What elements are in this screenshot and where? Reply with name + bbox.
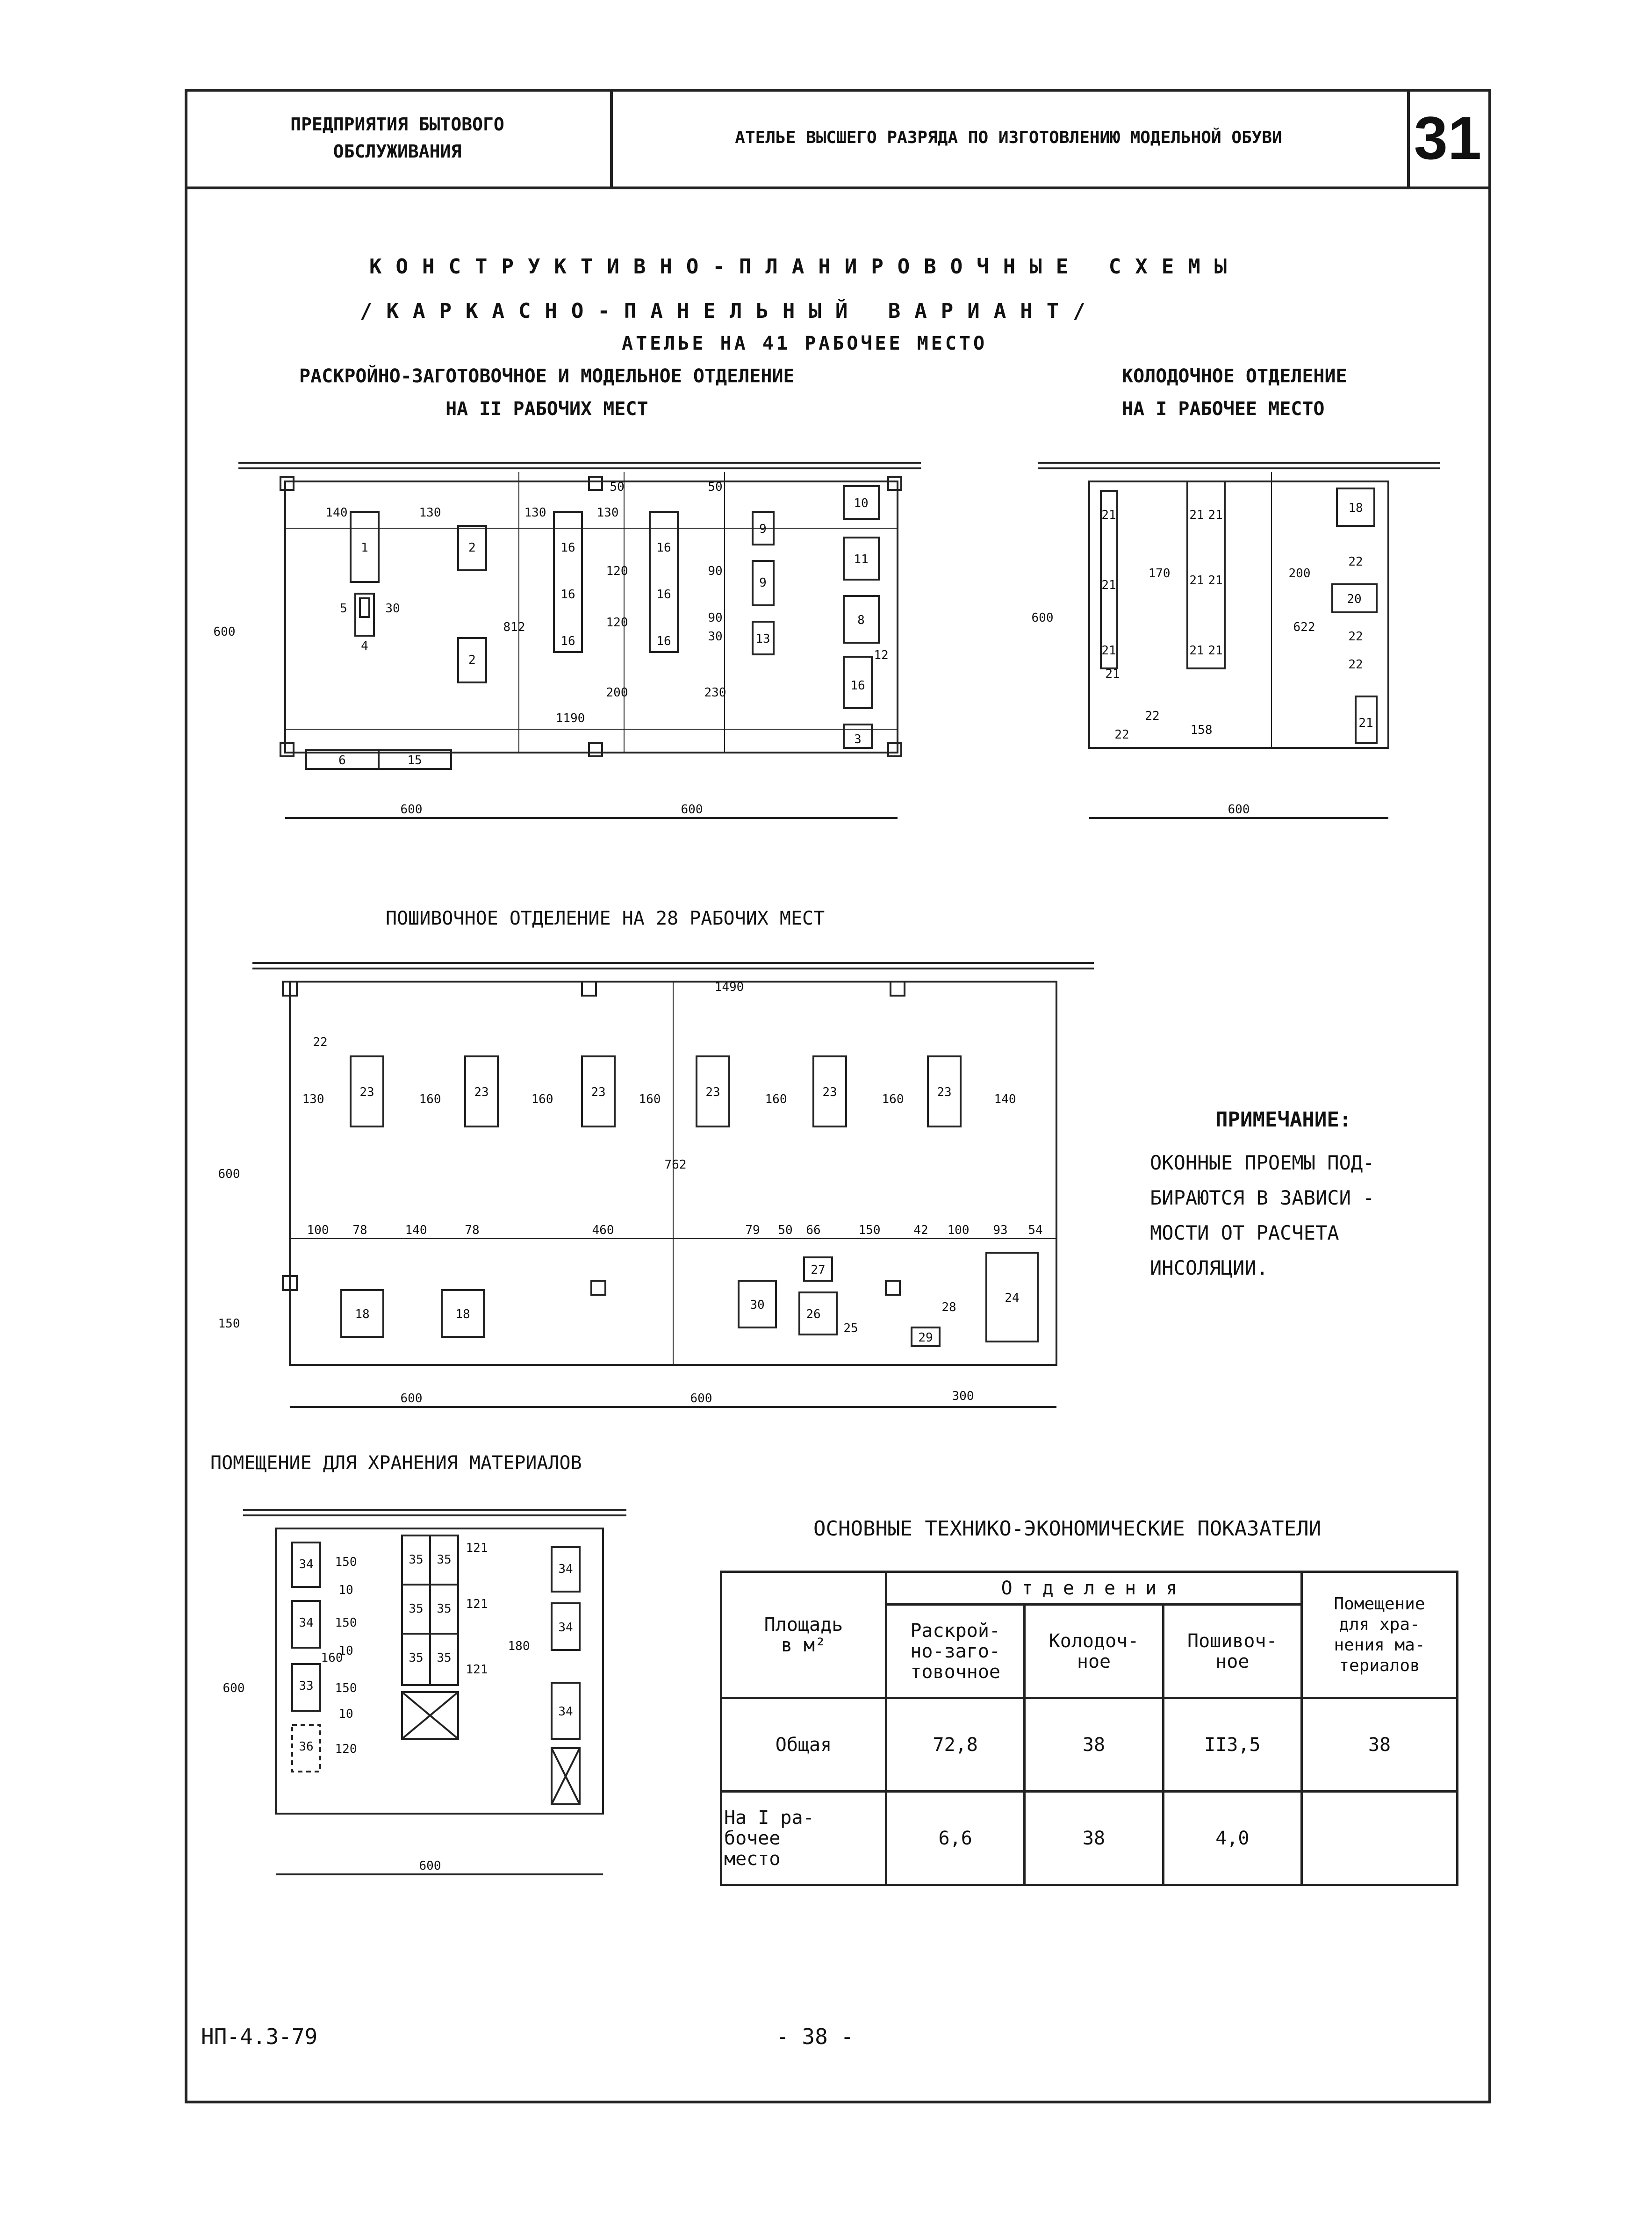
svg-text:10: 10 xyxy=(338,1583,353,1597)
svg-text:34: 34 xyxy=(558,1705,573,1719)
svg-text:79: 79 xyxy=(745,1223,760,1237)
svg-text:30: 30 xyxy=(385,602,400,616)
svg-text:34: 34 xyxy=(299,1616,314,1630)
svg-text:160: 160 xyxy=(882,1092,904,1106)
svg-text:10: 10 xyxy=(854,496,869,510)
svg-text:20: 20 xyxy=(1347,592,1362,606)
svg-text:35: 35 xyxy=(437,1553,452,1567)
head-group: Отделения xyxy=(886,1572,1302,1605)
svg-text:600: 600 xyxy=(213,625,236,639)
svg-text:21: 21 xyxy=(1101,644,1116,658)
svg-text:23: 23 xyxy=(937,1085,952,1099)
title-block xyxy=(185,89,1491,189)
svg-text:35: 35 xyxy=(409,1553,424,1567)
head-sewing: Пошивоч- ное xyxy=(1163,1605,1301,1698)
cell: II3,5 xyxy=(1163,1698,1301,1792)
svg-text:9: 9 xyxy=(759,522,767,536)
svg-text:34: 34 xyxy=(558,1621,573,1635)
svg-text:28: 28 xyxy=(941,1300,956,1314)
doc-code: НП-4.3-79 xyxy=(201,2024,318,2049)
svg-text:6: 6 xyxy=(338,753,346,768)
svg-text:33: 33 xyxy=(299,1679,314,1693)
row-label: Общая xyxy=(721,1698,886,1792)
svg-text:16: 16 xyxy=(656,541,671,555)
svg-text:150: 150 xyxy=(858,1223,881,1237)
svg-text:22: 22 xyxy=(313,1035,328,1049)
atelier-title: АТЕЛЬЕ НА 41 РАБОЧЕЕ МЕСТО xyxy=(622,333,988,354)
svg-text:50: 50 xyxy=(610,480,625,494)
last-plan xyxy=(1028,435,1449,846)
svg-text:10: 10 xyxy=(338,1707,353,1721)
svg-text:600: 600 xyxy=(400,803,423,817)
svg-text:121: 121 xyxy=(466,1597,488,1611)
svg-text:230: 230 xyxy=(704,686,726,700)
svg-text:4: 4 xyxy=(361,639,368,653)
svg-text:150: 150 xyxy=(218,1317,240,1331)
svg-text:23: 23 xyxy=(474,1085,489,1099)
svg-text:29: 29 xyxy=(918,1331,933,1345)
svg-text:100: 100 xyxy=(307,1223,329,1237)
head-area: Площадь в м² xyxy=(721,1572,886,1698)
cell: 72,8 xyxy=(886,1698,1025,1792)
svg-text:22: 22 xyxy=(1348,658,1363,672)
cell: 38 xyxy=(1025,1792,1163,1885)
svg-text:130: 130 xyxy=(596,506,619,520)
svg-text:120: 120 xyxy=(606,616,628,630)
svg-text:21: 21 xyxy=(1208,644,1223,658)
storage-plan xyxy=(206,1486,650,1888)
svg-text:600: 600 xyxy=(681,803,703,817)
cell: 38 xyxy=(1025,1698,1163,1792)
svg-text:21: 21 xyxy=(1208,574,1223,588)
indicators-table xyxy=(720,1571,1458,1886)
svg-text:21: 21 xyxy=(1101,508,1116,522)
svg-text:26: 26 xyxy=(806,1307,821,1321)
svg-text:600: 600 xyxy=(400,1392,423,1406)
row-label: На I ра- бочее место xyxy=(721,1792,886,1885)
cell xyxy=(1302,1792,1458,1885)
svg-text:66: 66 xyxy=(806,1223,821,1237)
svg-text:121: 121 xyxy=(466,1541,488,1555)
table-row xyxy=(721,1792,1458,1885)
cutting-plan xyxy=(206,435,954,846)
svg-text:10: 10 xyxy=(338,1644,353,1658)
last-title: КОЛОДОЧНОЕ ОТДЕЛЕНИЕ НА I РАБОЧЕЕ МЕСТО xyxy=(1122,366,1347,420)
svg-text:18: 18 xyxy=(355,1307,370,1321)
svg-text:13: 13 xyxy=(755,632,770,646)
svg-text:140: 140 xyxy=(994,1092,1016,1106)
cell: 6,6 xyxy=(886,1792,1025,1885)
cell: 4,0 xyxy=(1163,1792,1301,1885)
head-last: Колодоч- ное xyxy=(1025,1605,1163,1698)
svg-text:150: 150 xyxy=(335,1681,357,1695)
variant-title: /КАРКАСНО-ПАНЕЛЬНЫЙ ВАРИАНТ/ xyxy=(360,299,1099,323)
main-title: КОНСТРУКТИВНО-ПЛАНИРОВОЧНЫЕ СХЕМЫ xyxy=(369,255,1241,279)
svg-text:140: 140 xyxy=(405,1223,427,1237)
svg-text:23: 23 xyxy=(359,1085,374,1099)
svg-text:78: 78 xyxy=(352,1223,367,1237)
indicators-title: ОСНОВНЫЕ ТЕХНИКО-ЭКОНОМИЧЕСКИЕ ПОКАЗАТЕЛИ xyxy=(813,1517,1322,1541)
cell: 38 xyxy=(1302,1698,1458,1792)
svg-text:25: 25 xyxy=(843,1321,858,1335)
subject-cell: АТЕЛЬЕ ВЫСШЕГО РАЗРЯДА ПО ИЗГОТОВЛЕНИЮ МОДЕЛЬНОЙ ОБУВИ xyxy=(610,89,1410,187)
svg-text:21: 21 xyxy=(1189,508,1204,522)
svg-text:600: 600 xyxy=(690,1392,712,1406)
svg-text:21: 21 xyxy=(1101,578,1116,592)
svg-text:16: 16 xyxy=(656,634,671,648)
svg-text:600: 600 xyxy=(419,1859,441,1873)
svg-text:180: 180 xyxy=(508,1639,530,1653)
svg-text:27: 27 xyxy=(811,1263,826,1277)
svg-text:23: 23 xyxy=(822,1085,837,1099)
svg-text:600: 600 xyxy=(218,1167,240,1181)
svg-text:90: 90 xyxy=(708,611,723,625)
svg-text:22: 22 xyxy=(1114,728,1129,742)
svg-text:16: 16 xyxy=(850,679,865,693)
svg-text:34: 34 xyxy=(299,1557,314,1571)
page-number: - 38 - xyxy=(776,2024,854,2049)
svg-text:622: 622 xyxy=(1293,620,1315,634)
svg-text:30: 30 xyxy=(708,630,723,644)
svg-text:90: 90 xyxy=(708,564,723,578)
svg-text:18: 18 xyxy=(1348,501,1363,515)
svg-text:21: 21 xyxy=(1189,574,1204,588)
svg-text:5: 5 xyxy=(340,602,347,616)
svg-text:16: 16 xyxy=(560,541,575,555)
svg-text:120: 120 xyxy=(335,1742,357,1756)
head-cutting: Раскрой- но-заго- товочное xyxy=(886,1605,1025,1698)
cutting-title: РАСКРОЙНО-ЗАГОТОВОЧНОЕ И МОДЕЛЬНОЕ ОТДЕЛЕНИЕ НА II РАБОЧИХ МЕСТ xyxy=(299,366,795,420)
svg-text:15: 15 xyxy=(407,753,422,768)
svg-text:121: 121 xyxy=(466,1663,488,1677)
note-heading: ПРИМЕЧАНИЕ: xyxy=(1215,1108,1352,1132)
svg-text:200: 200 xyxy=(606,686,628,700)
svg-text:158: 158 xyxy=(1190,723,1213,737)
svg-text:600: 600 xyxy=(1228,803,1250,817)
svg-text:35: 35 xyxy=(409,1602,424,1616)
storage-title: ПОМЕЩЕНИЕ ДЛЯ ХРАНЕНИЯ МАТЕРИАЛОВ xyxy=(210,1452,582,1474)
svg-text:150: 150 xyxy=(335,1616,357,1630)
svg-text:23: 23 xyxy=(591,1085,606,1099)
svg-text:600: 600 xyxy=(223,1681,245,1695)
svg-text:11: 11 xyxy=(854,552,869,567)
svg-text:36: 36 xyxy=(299,1740,314,1754)
table-row xyxy=(721,1698,1458,1792)
svg-text:35: 35 xyxy=(437,1602,452,1616)
svg-text:140: 140 xyxy=(325,506,348,520)
svg-text:21: 21 xyxy=(1189,644,1204,658)
svg-text:100: 100 xyxy=(947,1223,970,1237)
org-cell: ПРЕДПРИЯТИЯ БЫТОВОГО ОБСЛУЖИВАНИЯ xyxy=(185,89,613,187)
svg-text:1490: 1490 xyxy=(714,980,744,994)
svg-text:300: 300 xyxy=(952,1389,974,1403)
svg-text:78: 78 xyxy=(465,1223,480,1237)
svg-text:54: 54 xyxy=(1028,1223,1043,1237)
svg-text:600: 600 xyxy=(1031,611,1054,625)
svg-text:42: 42 xyxy=(913,1223,928,1237)
svg-text:16: 16 xyxy=(656,588,671,602)
svg-text:1: 1 xyxy=(361,541,368,555)
svg-text:150: 150 xyxy=(335,1555,357,1569)
svg-text:460: 460 xyxy=(592,1223,614,1237)
sewing-title: ПОШИВОЧНОЕ ОТДЕЛЕНИЕ НА 28 РАБОЧИХ МЕСТ xyxy=(386,908,825,929)
svg-text:34: 34 xyxy=(558,1562,573,1576)
svg-text:23: 23 xyxy=(705,1085,720,1099)
svg-text:160: 160 xyxy=(639,1092,661,1106)
svg-text:35: 35 xyxy=(409,1651,424,1665)
svg-text:160: 160 xyxy=(419,1092,441,1106)
svg-text:93: 93 xyxy=(993,1223,1008,1237)
svg-text:21: 21 xyxy=(1208,508,1223,522)
svg-text:160: 160 xyxy=(765,1092,787,1106)
svg-text:2: 2 xyxy=(468,541,476,555)
svg-text:18: 18 xyxy=(455,1307,470,1321)
svg-text:120: 120 xyxy=(606,564,628,578)
svg-text:16: 16 xyxy=(560,634,575,648)
sheet-number: 31 xyxy=(1414,103,1482,172)
svg-text:22: 22 xyxy=(1348,555,1363,569)
sewing-plan xyxy=(206,944,1122,1430)
svg-text:12: 12 xyxy=(874,648,889,662)
svg-text:1190: 1190 xyxy=(555,711,585,725)
svg-text:9: 9 xyxy=(759,576,767,590)
svg-text:3: 3 xyxy=(854,732,862,746)
svg-text:2: 2 xyxy=(468,653,476,667)
note-text: ОКОННЫЕ ПРОЕМЫ ПОД- БИРАЮТСЯ В ЗАВИСИ - МОСТИ ОТ РАСЧЕТА ИНСОЛЯЦИИ. xyxy=(1150,1151,1375,1279)
svg-text:812: 812 xyxy=(503,620,525,634)
svg-text:130: 130 xyxy=(302,1092,324,1106)
head-storage: Помещение для хра- нения ма- териалов xyxy=(1302,1572,1458,1698)
svg-text:762: 762 xyxy=(664,1158,687,1172)
svg-text:200: 200 xyxy=(1288,567,1311,581)
svg-text:130: 130 xyxy=(524,506,546,520)
svg-text:21: 21 xyxy=(1105,667,1120,681)
svg-text:22: 22 xyxy=(1348,630,1363,644)
svg-text:24: 24 xyxy=(1005,1291,1020,1305)
svg-text:170: 170 xyxy=(1148,567,1171,581)
svg-text:21: 21 xyxy=(1358,716,1373,730)
svg-text:160: 160 xyxy=(321,1651,343,1665)
svg-text:130: 130 xyxy=(419,506,441,520)
svg-text:8: 8 xyxy=(857,613,865,627)
svg-text:16: 16 xyxy=(560,588,575,602)
svg-text:160: 160 xyxy=(531,1092,553,1106)
svg-text:35: 35 xyxy=(437,1651,452,1665)
svg-text:50: 50 xyxy=(708,480,723,494)
svg-text:22: 22 xyxy=(1145,709,1160,723)
svg-text:50: 50 xyxy=(778,1223,793,1237)
svg-text:30: 30 xyxy=(750,1298,765,1312)
